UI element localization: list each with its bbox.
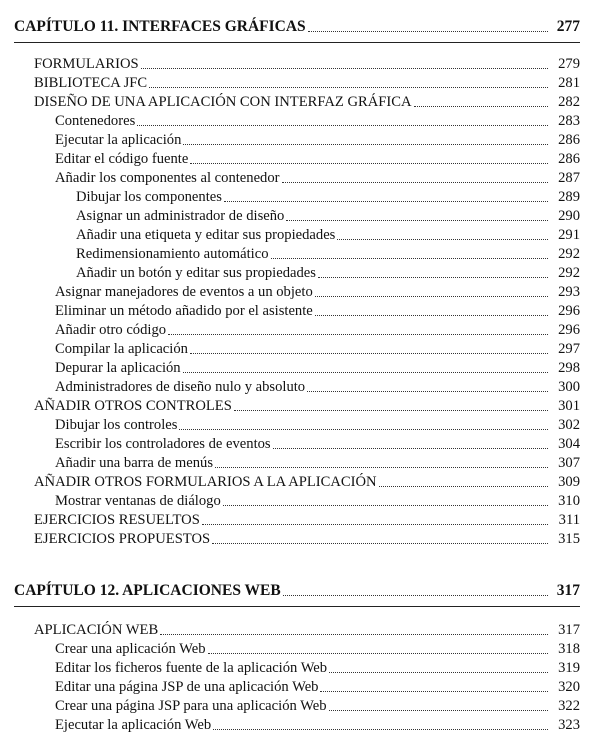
toc-entry	[55, 359, 580, 377]
chapter-page: 277	[556, 18, 580, 35]
toc-entry	[55, 716, 580, 734]
entry-page: 298	[558, 360, 580, 376]
entry-title: Añadir una etiqueta y editar sus propiedades	[76, 227, 336, 243]
entry-title: Ejecutar la aplicación Web	[55, 717, 212, 733]
dot-leader	[223, 505, 548, 506]
dot-leader	[208, 653, 548, 654]
toc-entry	[55, 150, 580, 168]
dot-leader	[271, 258, 548, 259]
entry-page: 292	[558, 265, 580, 281]
dot-leader	[183, 144, 548, 145]
entry-title: FORMULARIOS	[34, 56, 139, 72]
dot-leader	[213, 729, 548, 730]
toc-entry	[55, 697, 580, 715]
entry-title: APLICACIÓN WEB	[34, 622, 159, 638]
entry-title: Añadir otro código	[55, 322, 167, 338]
toc-entry	[34, 621, 580, 639]
entry-title: Compilar la aplicación	[55, 341, 188, 357]
entry-page: 310	[558, 493, 580, 509]
entry-page: 297	[558, 341, 580, 357]
toc-entry	[55, 492, 580, 510]
toc-entry	[34, 93, 580, 111]
dot-leader	[234, 410, 548, 411]
entry-page: 309	[558, 474, 580, 490]
dot-leader	[318, 277, 548, 278]
entry-page: 279	[558, 56, 580, 72]
entry-title: Contenedores	[55, 113, 136, 129]
entry-page: 302	[558, 417, 580, 433]
entry-page: 281	[558, 75, 580, 91]
entry-page: 296	[558, 303, 580, 319]
entry-page: 301	[558, 398, 580, 414]
chapter-11-heading	[14, 10, 580, 36]
toc-entry	[76, 226, 580, 244]
dot-leader	[307, 391, 548, 392]
entry-title: EJERCICIOS PROPUESTOS	[34, 531, 211, 547]
entry-page: 315	[558, 531, 580, 547]
toc-entry	[55, 321, 580, 339]
entry-page: 287	[558, 170, 580, 186]
dot-leader	[329, 672, 548, 673]
entry-page: 307	[558, 455, 580, 471]
toc-entry	[55, 340, 580, 358]
toc-entry	[55, 435, 580, 453]
dot-leader	[141, 68, 548, 69]
toc-entry	[34, 74, 580, 92]
dot-leader	[273, 448, 548, 449]
chapter-title: CAPÍTULO 11. INTERFACES GRÁFICAS	[14, 18, 306, 35]
chapter-rule	[14, 42, 580, 43]
dot-leader	[149, 87, 548, 88]
dot-leader	[183, 372, 548, 373]
entry-page: 291	[558, 227, 580, 243]
chapter-page: 317	[556, 582, 580, 599]
entry-title: Crear una aplicación Web	[55, 641, 206, 657]
entry-title: Redimensionamiento automático	[76, 246, 269, 262]
dot-leader	[202, 524, 548, 525]
entry-page: 296	[558, 322, 580, 338]
dot-leader	[179, 429, 548, 430]
entry-page: 283	[558, 113, 580, 129]
entry-page: 318	[558, 641, 580, 657]
entry-title: Mostrar ventanas de diálogo	[55, 493, 221, 509]
toc-entry	[76, 207, 580, 225]
toc-entry	[55, 283, 580, 301]
entry-title: Ejecutar la aplicación	[55, 132, 182, 148]
entry-page: 322	[558, 698, 580, 714]
toc-entry	[55, 378, 580, 396]
toc-entry	[76, 264, 580, 282]
entry-title: DISEÑO DE UNA APLICACIÓN CON INTERFAZ GRÁFICA	[34, 94, 412, 110]
dot-leader	[190, 163, 548, 164]
toc-entry	[76, 188, 580, 206]
dot-leader	[215, 467, 548, 468]
entry-title: Añadir una barra de menús	[55, 455, 214, 471]
dot-leader	[315, 296, 548, 297]
entry-title: Añadir un botón y editar sus propiedades	[76, 265, 316, 281]
dot-leader	[337, 239, 548, 240]
entry-page: 317	[558, 622, 580, 638]
entry-page: 290	[558, 208, 580, 224]
dot-leader	[224, 201, 548, 202]
entry-page: 286	[558, 132, 580, 148]
toc-entry	[34, 397, 580, 415]
entry-page: 292	[558, 246, 580, 262]
dot-leader	[283, 595, 548, 596]
chapter-rule	[14, 606, 580, 607]
entry-title: Añadir los componentes al contenedor	[55, 170, 280, 186]
entry-title: Eliminar un método añadido por el asistente	[55, 303, 313, 319]
entry-page: 282	[558, 94, 580, 110]
dot-leader	[282, 182, 548, 183]
entry-title: Escribir los controladores de eventos	[55, 436, 271, 452]
chapter-12-heading	[14, 574, 580, 600]
dot-leader	[137, 125, 548, 126]
entry-title: Dibujar los componentes	[76, 189, 222, 205]
dot-leader	[286, 220, 548, 221]
entry-title: Dibujar los controles	[55, 417, 178, 433]
dot-leader	[414, 106, 548, 107]
toc-entry	[55, 640, 580, 658]
toc-entry	[34, 473, 580, 491]
dot-leader	[308, 31, 548, 32]
entry-page: 293	[558, 284, 580, 300]
entry-title: Editar el código fuente	[55, 151, 189, 167]
dot-leader	[379, 486, 548, 487]
entry-title: Asignar manejadores de eventos a un objeto	[55, 284, 313, 300]
toc-entry	[76, 245, 580, 263]
entry-page: 286	[558, 151, 580, 167]
entry-title: Asignar un administrador de diseño	[76, 208, 285, 224]
entry-title: BIBLIOTECA JFC	[34, 75, 148, 91]
toc-entry	[55, 659, 580, 677]
toc-entry	[55, 112, 580, 130]
entry-page: 319	[558, 660, 580, 676]
toc-entry	[55, 169, 580, 187]
dot-leader	[329, 710, 548, 711]
toc-entry	[34, 530, 580, 548]
toc-entry	[55, 454, 580, 472]
entry-page: 289	[558, 189, 580, 205]
entry-title: Editar los ficheros fuente de la aplicación Web	[55, 660, 328, 676]
entry-title: Depurar la aplicación	[55, 360, 181, 376]
entry-page: 300	[558, 379, 580, 395]
entry-page: 323	[558, 717, 580, 733]
dot-leader	[190, 353, 548, 354]
dot-leader	[320, 691, 548, 692]
entry-title: Editar una página JSP de una aplicación Web	[55, 679, 319, 695]
entry-title: Administradores de diseño nulo y absoluto	[55, 379, 306, 395]
chapter-title: CAPÍTULO 12. APLICACIONES WEB	[14, 582, 281, 599]
entry-title: EJERCICIOS RESUELTOS	[34, 512, 200, 528]
entry-page: 311	[558, 512, 580, 528]
toc-entry	[55, 302, 580, 320]
toc-entry	[34, 511, 580, 529]
dot-leader	[315, 315, 548, 316]
entry-title: Crear una página JSP para una aplicación Web	[55, 698, 327, 714]
entry-title: AÑADIR OTROS CONTROLES	[34, 398, 232, 414]
dot-leader	[168, 334, 548, 335]
toc-entry	[55, 416, 580, 434]
toc-entry	[55, 678, 580, 696]
dot-leader	[212, 543, 548, 544]
entry-page: 320	[558, 679, 580, 695]
entry-title: AÑADIR OTROS FORMULARIOS A LA APLICACIÓN	[34, 474, 377, 490]
toc-entry	[55, 131, 580, 149]
dot-leader	[160, 634, 548, 635]
entry-page: 304	[558, 436, 580, 452]
toc-entry	[34, 55, 580, 73]
